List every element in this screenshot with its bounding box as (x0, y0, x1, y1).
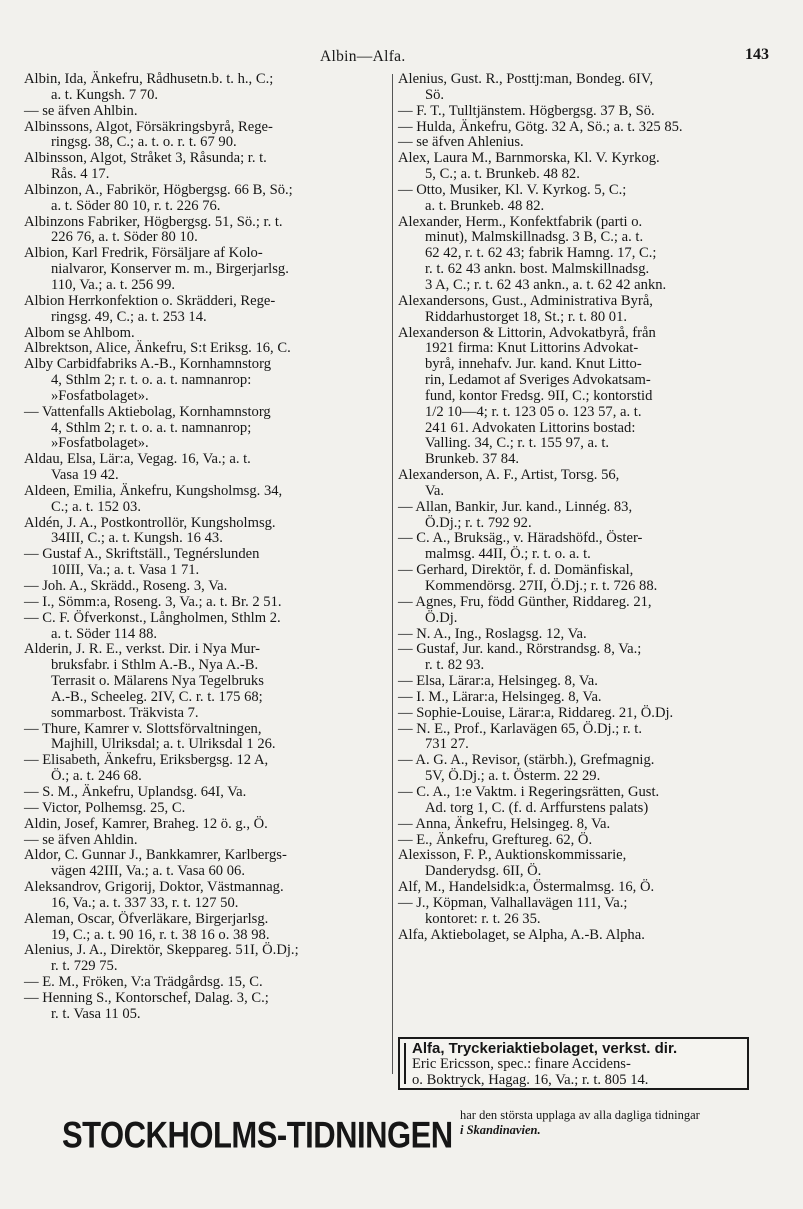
directory-line: — Hulda, Änkefru, Götg. 32 A, Sö.; a. t. 325 85. (398, 118, 683, 135)
directory-line: Albinzons Fabriker, Högbergsg. 51, Sö.; r. t. (24, 213, 283, 230)
directory-line: Albrektson, Alice, Änkefru, S:t Eriksg. 16, C. (24, 340, 291, 357)
directory-line: — Sophie-Louise, Lärar:a, Riddareg. 21, Ö.Dj. (398, 704, 674, 721)
directory-line: — se äfven Ahlbin. (24, 102, 138, 119)
directory-line: A.-B., Scheeleg. 2IV, C. r. t. 175 68; (51, 688, 263, 705)
directory-line: 4, Sthlm 2; r. t. o. a. t. namnanrop: (51, 372, 252, 389)
tagline-line-1: har den största upplaga av alla dagliga tidningar (460, 1108, 700, 1122)
directory-line: Danderydsg. 6II, Ö. (425, 863, 542, 880)
directory-line: Ö.; a. t. 246 68. (51, 768, 142, 785)
directory-line: Alexanderson & Littorin, Advokatbyrå, från (398, 324, 656, 341)
directory-line: 731 27. (425, 736, 469, 753)
directory-line: Aleman, Oscar, Öfverläkare, Birgerjarlsg. (24, 910, 269, 927)
directory-line: — N. A., Ing., Roslagsg. 12, Va. (398, 625, 587, 642)
advert-line-3: o. Boktryck, Hagag. 16, Va.; r. t. 805 14. (412, 1071, 649, 1088)
directory-line: — E. M., Fröken, V:a Trädgårdsg. 15, C. (24, 974, 263, 991)
directory-line: Aldor, C. Gunnar J., Bankkamrer, Karlbergs- (24, 847, 287, 864)
directory-line: Alf, M., Handelsidk:a, Östermalmsg. 16, Ö. (398, 879, 655, 896)
directory-line: sommarbost. Träkvista 7. (51, 704, 199, 721)
directory-line: Valling. 34, C.; r. t. 155 97, a. t. (425, 435, 610, 452)
directory-line: — Henning S., Kontorschef, Dalag. 3, C.; (24, 989, 269, 1006)
directory-line: 226 76, a. t. Söder 80 10. (51, 229, 198, 246)
advert-text (412, 1039, 743, 1088)
directory-line: r. t. 62 43 ankn. bost. Malmskillnadsg. (425, 261, 650, 278)
directory-line: Riddarhustorget 18, St.; r. t. 80 01. (425, 308, 628, 325)
directory-line: Aleksandrov, Grigorij, Doktor, Västmannag. (24, 879, 284, 896)
directory-line: — se äfven Ahldin. (24, 831, 138, 848)
directory-line: — Thure, Kamrer v. Slottsförvaltningen, (24, 720, 262, 737)
directory-line: 1/2 10—4; r. t. 123 05 o. 123 57, a. t. (425, 403, 642, 420)
directory-line: Alexanderson, A. F., Artist, Torsg. 56, (398, 467, 620, 484)
directory-line: — N. E., Prof., Karlavägen 65, Ö.Dj.; r. t. (398, 720, 642, 737)
directory-line: — I. M., Lärar:a, Helsingeg. 8, Va. (398, 688, 602, 705)
directory-line: — Agnes, Fru, född Günther, Riddareg. 21, (398, 593, 652, 610)
directory-line: a. t. Brunkeb. 48 82. (425, 197, 545, 214)
advert-line-1: Alfa, Tryckeriaktiebolaget, verkst. dir. (412, 1040, 678, 1057)
directory-line: ringsg. 38, C.; a. t. o. r. t. 67 90. (51, 134, 237, 151)
directory-line: 5V, Ö.Dj.; a. t. Österm. 22 29. (425, 768, 601, 785)
directory-line: rin, Ledamot af Sveriges Advokatsam- (425, 372, 651, 389)
directory-line: — C. F. Öfverkonst., Långholmen, Sthlm 2. (24, 609, 281, 626)
directory-line: Alenius, J. A., Direktör, Skeppareg. 51I, Ö.Dj.; (24, 942, 299, 959)
directory-line: Terrasit o. Mälarens Nya Tegelbruks (51, 673, 264, 690)
directory-line: — Victor, Polhemsg. 25, C. (24, 799, 186, 816)
directory-line: C.; a. t. 152 03. (51, 498, 141, 515)
directory-line: — Vattenfalls Aktiebolag, Kornhamnstorg (24, 403, 271, 420)
directory-line: Majhill, Ulriksdal; a. t. Ulriksdal 1 26. (51, 736, 276, 753)
directory-line: Alenius, Gust. R., Posttj:man, Bondeg. 6IV, (398, 71, 654, 87)
tagline-line-2: i Skandinavien. (460, 1123, 541, 1137)
directory-line: Vasa 19 42. (51, 467, 119, 484)
directory-line: — E., Änkefru, Greftureg. 62, Ö. (398, 831, 593, 848)
directory-line: malmsg. 44II, Ö.; r. t. o. a. t. (425, 546, 591, 563)
directory-line: Alfa, Aktiebolaget, se Alpha, A.-B. Alpha. (398, 926, 645, 943)
directory-line: Ad. torg 1, C. (f. d. Arffurstens palats) (425, 799, 649, 816)
advert-line-2: Eric Ericsson, spec.: finare Accidens- (412, 1055, 631, 1072)
page-header (0, 46, 803, 70)
directory-line: Va. (425, 482, 445, 499)
directory-line: — Gustaf A., Skriftställ., Tegnérslunden (24, 546, 260, 563)
directory-line: — A. G. A., Revisor, (stärbh.), Grefmagnig. (398, 752, 655, 769)
directory-line: Albom se Ahlbom. (24, 324, 135, 341)
directory-line: Alby Carbidfabriks A.-B., Kornhamnstorg (24, 356, 271, 373)
directory-line: Sö. (425, 86, 445, 103)
directory-line: Albin, Ida, Änkefru, Rådhusetn.b. t. h., C.; (24, 71, 274, 87)
directory-line: 16, Va.; a. t. 337 33, r. t. 127 50. (51, 894, 239, 911)
directory-line: — Joh. A., Skrädd., Roseng. 3, Va. (24, 578, 228, 594)
directory-line: — S. M., Änkefru, Uplandsg. 64I, Va. (24, 783, 247, 800)
right-column (398, 72, 783, 943)
directory-line: Alex, Laura M., Barnmorska, Kl. V. Kyrkog. (398, 150, 660, 167)
footer-advert (62, 1106, 782, 1156)
directory-line: — J., Köpman, Valhallavägen 111, Va.; (398, 894, 628, 911)
directory-line: fund, kontor Fredsg. 9II, C.; kontorstid (425, 387, 653, 404)
directory-line: byrå, innehafv. Jur. kand. Knut Litto- (425, 356, 642, 373)
directory-line: — Allan, Bankir, Jur. kand., Linnég. 83, (398, 498, 633, 515)
directory-line: bruksfabr. i Sthlm A.-B., Nya A.-B. (51, 657, 259, 674)
directory-line: Alexander, Herm., Konfektfabrik (parti o. (398, 213, 643, 230)
directory-line: 5, C.; a. t. Brunkeb. 48 82. (425, 166, 580, 183)
directory-line: Aldeen, Emilia, Änkefru, Kungsholmsg. 34, (24, 482, 283, 499)
directory-line: »Fosfatbolaget». (51, 435, 149, 452)
directory-line: Rås. 4 17. (51, 166, 110, 183)
directory-line: Brunkeb. 37 84. (425, 451, 520, 468)
directory-line: — C. A., Bruksäg., v. Häradshöfd., Öster- (398, 530, 643, 547)
directory-line: — Anna, Änkefru, Helsingeg. 8, Va. (398, 815, 611, 832)
directory-line: 110, Va.; a. t. 256 99. (51, 276, 176, 293)
directory-line: — se äfven Ahlenius. (398, 134, 524, 151)
directory-line: »Fosfatbolaget». (51, 387, 149, 404)
directory-line: r. t. 82 93. (425, 657, 485, 674)
directory-line: Aldau, Elsa, Lär:a, Vegag. 16, Va.; a. t. (24, 451, 251, 468)
directory-line: Kommendörsg. 27II, Ö.Dj.; r. t. 726 88. (425, 578, 658, 594)
directory-line: — F. T., Tulltjänstem. Högbergsg. 37 B, Sö. (398, 102, 655, 119)
directory-line: r. t. 729 75. (51, 958, 118, 975)
directory-line: Albion Herrkonfektion o. Skrädderi, Rege- (24, 292, 276, 309)
directory-line: Albinsson, Algot, Stråket 3, Råsunda; r. t. (24, 150, 267, 167)
directory-line: a. t. Söder 80 10, r. t. 226 76. (51, 197, 221, 214)
directory-line: Alexisson, F. P., Auktionskommissarie, (398, 847, 627, 864)
directory-line: — Otto, Musiker, Kl. V. Kyrkog. 5, C.; (398, 181, 627, 198)
directory-line: Aldin, Josef, Kamrer, Braheg. 12 ö. g., Ö. (24, 815, 268, 832)
directory-line: 4, Sthlm 2; r. t. o. a. t. namnanrop; (51, 419, 252, 436)
directory-line: nialvaror, Konserver m. m., Birgerjarlsg. (51, 261, 289, 278)
directory-line: Ö.Dj. (425, 609, 458, 626)
directory-line: 241 61. Advokaten Littorins bostad: (425, 419, 636, 436)
directory-line: vägen 42III, Va.; a. t. Vasa 60 06. (51, 863, 245, 880)
directory-line: 34III, C.; a. t. Kungsh. 16 43. (51, 530, 223, 547)
directory-line: kontoret: r. t. 26 35. (425, 910, 541, 927)
directory-line: — Elisabeth, Änkefru, Eriksbergsg. 12 A, (24, 752, 269, 769)
directory-line: 10III, Va.; a. t. Vasa 1 71. (51, 562, 200, 579)
directory-line: Aldén, J. A., Postkontrollör, Kungsholmsg. (24, 514, 276, 531)
directory-line: Ö.Dj.; r. t. 792 92. (425, 514, 532, 531)
advert-box-rule (404, 1043, 406, 1084)
page-number: 143 (745, 46, 769, 63)
directory-line: — Gustaf, Jur. kand., Rörstrandsg. 8, Va.; (398, 641, 642, 658)
directory-line: 62 42, r. t. 62 43; fabrik Hamng. 17, C.; (425, 245, 657, 262)
directory-line: ringsg. 49, C.; a. t. 253 14. (51, 308, 207, 325)
directory-line: Alexandersons, Gust., Administrativa Byrå, (398, 292, 653, 309)
directory-line: — I., Sömm:a, Roseng. 3, Va.; a. t. Br. 2 51. (24, 593, 282, 610)
directory-line: 3 A, C.; r. t. 62 43 ankn., a. t. 62 42 ankn. (425, 276, 667, 293)
column-divider (392, 74, 393, 1074)
newspaper-brand: STOCKHOLMS-TIDNINGEN (62, 1114, 453, 1156)
directory-line: — C. A., 1:e Vaktm. i Regeringsrätten, Gust. (398, 783, 660, 800)
directory-line: Albinssons, Algot, Försäkringsbyrå, Rege- (24, 118, 273, 135)
directory-line: a. t. Kungsh. 7 70. (51, 86, 159, 103)
directory-line: Albion, Karl Fredrik, Försäljare af Kolo- (24, 245, 263, 262)
left-column (24, 72, 392, 1023)
advert-box (398, 1037, 749, 1090)
directory-line: minut), Malmskillnadsg. 3 B, C.; a. t. (425, 229, 644, 246)
directory-line: Albinzon, A., Fabrikör, Högbergsg. 66 B, Sö.; (24, 181, 293, 198)
directory-line: — Elsa, Lärar:a, Helsingeg. 8, Va. (398, 673, 598, 690)
newspaper-tagline (460, 1108, 700, 1138)
directory-line: Alderin, J. R. E., verkst. Dir. i Nya Mur- (24, 641, 261, 658)
directory-line: 1921 firma: Knut Littorins Advokat- (425, 340, 639, 357)
directory-line: r. t. Vasa 11 05. (51, 1005, 141, 1022)
directory-line: — Gerhard, Direktör, f. d. Domänfiskal, (398, 562, 634, 579)
directory-line: a. t. Söder 114 88. (51, 625, 158, 642)
running-title: Albin—Alfa. (320, 48, 406, 65)
directory-line: 19, C.; a. t. 90 16, r. t. 38 16 o. 38 98. (51, 926, 270, 943)
